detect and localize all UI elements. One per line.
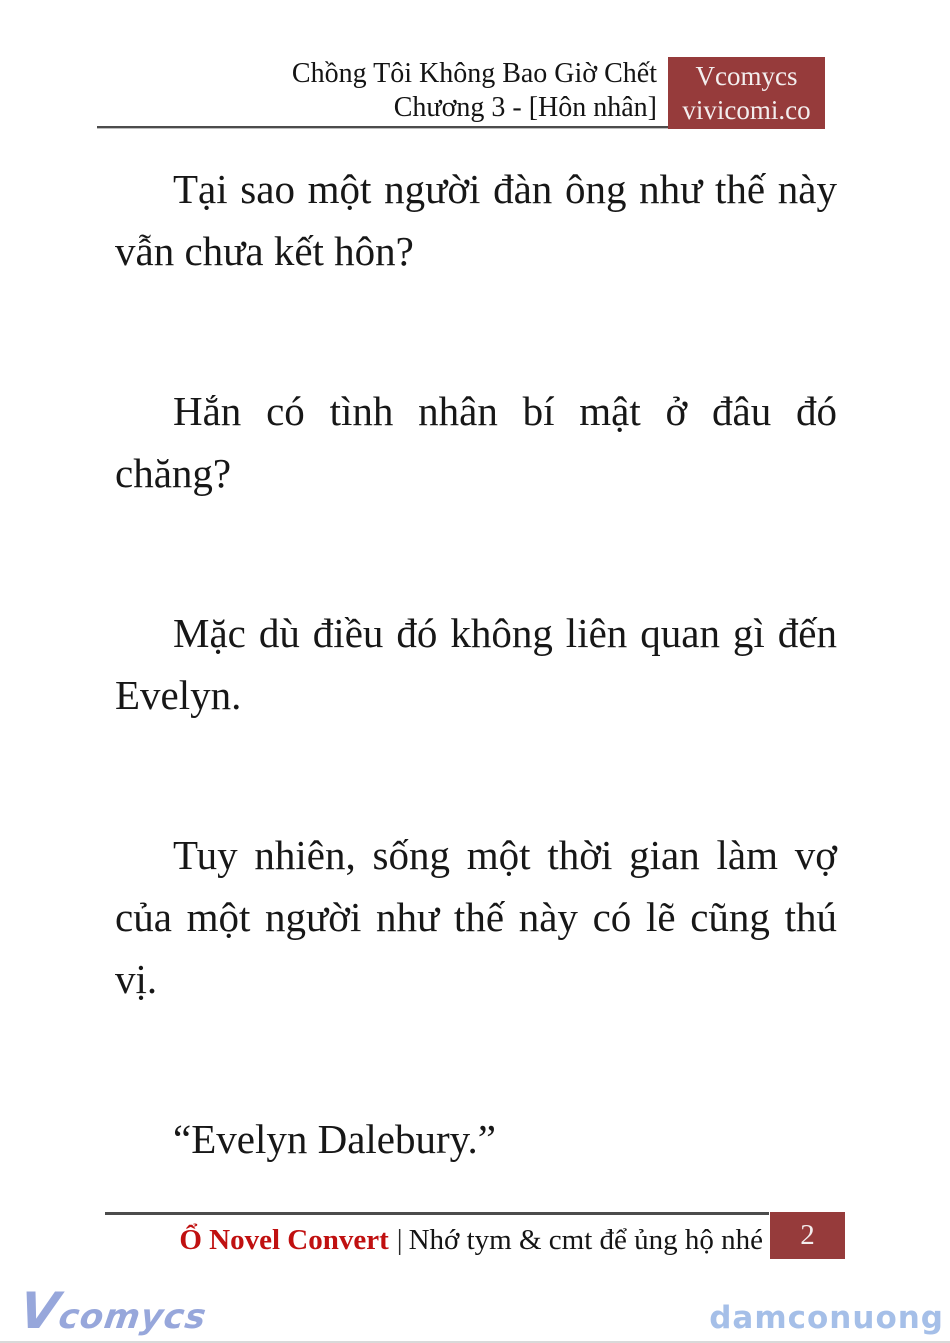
vcomycs-logo-watermark <box>16 1282 211 1340</box>
publisher-badge <box>668 57 825 129</box>
page-header <box>292 57 657 125</box>
header-divider <box>97 126 668 129</box>
publisher-name: Vcomycs <box>695 61 798 91</box>
paragraph: Hắn có tình nhân bí mật ở đâu đó chăng? <box>115 388 837 496</box>
footer-message: Nhớ tym & cmt để ủng hộ nhé <box>408 1224 763 1256</box>
page-number-badge <box>770 1212 845 1259</box>
damconuong-watermark: damconuong <box>709 1300 944 1336</box>
footer-note <box>179 1220 763 1260</box>
paragraph: “Evelyn Dalebury.” <box>173 1116 496 1162</box>
chapter-text <box>115 158 837 1268</box>
logo-text: Vcomycs <box>15 1282 210 1340</box>
paragraph: Mặc dù điều đó không liên quan gì đến Evelyn. <box>115 610 837 718</box>
page-number: 2 <box>800 1219 815 1251</box>
footer-separator: | <box>396 1224 403 1256</box>
chapter-title: Chương 3 - [Hôn nhân] <box>393 92 657 123</box>
book-title: Chồng Tôi Không Bao Giờ Chết <box>291 58 657 89</box>
footer-divider <box>105 1212 769 1215</box>
publisher-site: vivicomi.co <box>682 95 811 125</box>
paragraph: Tuy nhiên, sống một thời gian làm vợ của một người như thế này có lẽ cũng thú vị. <box>115 832 837 1002</box>
paragraph: Tại sao một người đàn ông như thế này vẫn chưa kết hôn? <box>115 166 837 274</box>
converter-brand: Ổ Novel Convert <box>179 1224 389 1256</box>
